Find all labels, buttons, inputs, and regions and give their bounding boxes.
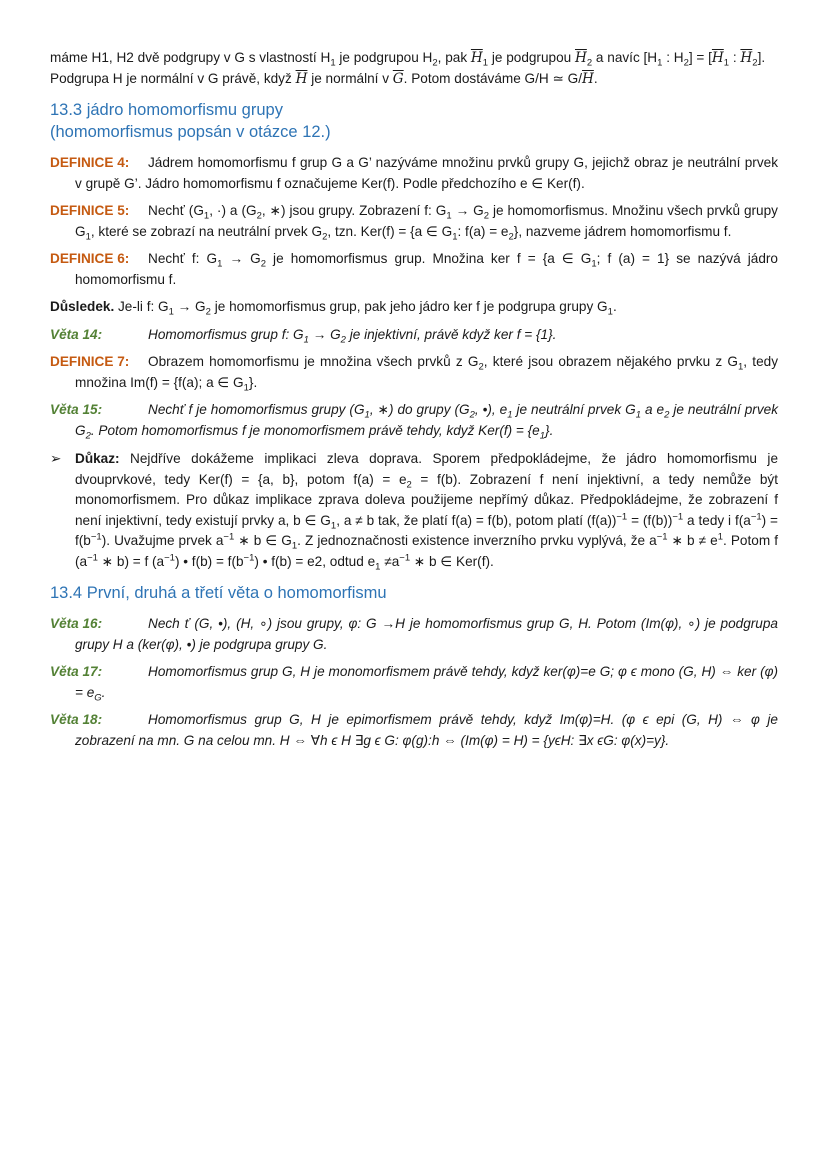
subscript: 2 [483, 210, 490, 222]
subscript: 1 [452, 231, 458, 243]
subscript: 1 [723, 57, 730, 69]
superscript: −1 [243, 551, 255, 563]
theorem-label: Věta 14: [50, 326, 103, 342]
superscript: −1 [672, 510, 684, 522]
theorem-18 [50, 710, 778, 751]
subscript: 1 [607, 306, 613, 318]
text: . [101, 684, 106, 700]
definition-5 [50, 201, 778, 242]
section-title: 13.4 První, druhá a třetí věta o homomorfismu [50, 584, 387, 602]
text: a tedy i f(a [683, 512, 751, 528]
text: ). Uvažujme prvek a [101, 533, 224, 548]
text: , ∗) jsou grupy. Zobrazení f: G [261, 203, 447, 218]
subscript: 2 [508, 231, 514, 243]
theorem-label: Věta 17: [50, 664, 103, 679]
subscript: 1 [330, 57, 336, 69]
definition-4 [50, 153, 778, 194]
text: , •), e [474, 402, 508, 417]
subscript: 2 [205, 306, 211, 318]
text: je homomorfismus grup. Množina ker f = {a ∈ G [265, 251, 592, 266]
section-title: 13.3 jádro homomorfismu grupy [50, 101, 283, 119]
section-13-4-heading [50, 582, 778, 604]
subscript: 1 [85, 231, 91, 243]
theorem-text: Homomorfismus grup G, H je epimorfismem právě tehdy, když Im(φ)=H. (φ ϵ epi (G, H) ⇔ φ je zobrazení na mn. G na celou mn. H ⇔ ∀h ϵ H ∃g ϵ G: φ(g):h ⇔ (Im(φ) = H) = {yϵH: ∃x ϵG: φ(x)=y}. [75, 712, 778, 748]
text: je neutrální prvek G [75, 402, 778, 438]
text: }, nazveme jádrem homomorfismu f. [513, 223, 732, 239]
h-bar-symbol: $\overline{H}$ [711, 50, 724, 66]
definition-label: DEFINICE 7: [50, 354, 130, 369]
definition-label: DEFINICE 6: [50, 251, 130, 266]
text: Podgrupa H je normální v G právě, když [50, 70, 296, 86]
theorem-label: Věta 18: [50, 712, 103, 727]
subscript: 2 [432, 57, 438, 69]
text: ∗ b ∈ G [234, 533, 292, 548]
text: : [729, 50, 741, 65]
text: ≠a [380, 553, 400, 569]
text: Nechť f je homomorfismus grupy (G [148, 402, 365, 417]
text: . Potom dostáváme G/H ≃ G/ [403, 70, 583, 86]
text: : f(a) = e [457, 223, 509, 239]
h-bar-symbol: $\overline{H}$ [582, 70, 594, 87]
section-subtitle: (homomorfismus popsán v otázce 12.) [50, 123, 331, 141]
text: je homomorfismus. Množinu všech prvků grupy G [75, 203, 778, 239]
text: Je-li f: G [114, 299, 169, 314]
subscript: 2 [322, 231, 328, 243]
theorem-15 [50, 400, 778, 441]
corollary [50, 297, 778, 318]
text: ∗ b) = f (a [97, 553, 165, 569]
text: a navíc [H [592, 50, 658, 65]
text: Nechť f: G [148, 251, 218, 266]
proof-block [50, 449, 778, 572]
superscript: 1 [717, 531, 724, 543]
subscript: 1 [657, 57, 663, 69]
text: je injektivní, právě když ker f = {1}. [345, 326, 557, 342]
text: je homomorfismus grup, pak jeho jádro ker f je podgrupa grupy G [210, 299, 608, 314]
text: . [612, 299, 617, 314]
subscript: 2 [478, 361, 484, 373]
text: Nechť (G [148, 203, 204, 218]
subscript: 1 [591, 258, 597, 270]
subscript: 2 [85, 430, 91, 442]
subscript: 2 [683, 57, 689, 69]
subscript: 1 [243, 382, 249, 394]
proof-label: Důkaz: [75, 451, 120, 466]
text: je neutrální prvek G [512, 402, 636, 417]
text: , ·) a (G [209, 203, 257, 218]
subscript: 1 [330, 520, 337, 532]
text: ∗ b ∈ Ker(f). [410, 553, 494, 569]
h-bar-symbol: $\overline{H}$ [295, 70, 308, 87]
subscript: 2 [256, 210, 262, 222]
superscript: −1 [87, 551, 98, 563]
subscript: 1 [539, 430, 546, 442]
superscript: −1 [616, 510, 628, 522]
text: ] = [ [688, 50, 712, 65]
g-bar-symbol: $\overline{G}$ [392, 70, 404, 87]
subscript: 2 [752, 57, 758, 69]
definition-7 [50, 352, 778, 393]
text: ) • f(b) = e2, odtud e [254, 553, 376, 569]
text: . Potom homomorfismus f je monomorfismem právě tehdy, když Ker(f) = {e [90, 422, 540, 438]
text: Homomorfismus grup G, H je monomorfismem právě tehdy, když ker(φ)=e G; φ ϵ mono (G, H) ⇔ ker (φ) = e [75, 664, 778, 700]
h-bar-symbol: $\overline{H}$ [470, 50, 483, 66]
text: máme H1, H2 dvě podgrupy v G s vlastností H [50, 50, 331, 65]
text: . [593, 70, 598, 86]
section-13-3-heading [50, 99, 778, 143]
definition-text: Jádrem homomorfismu f grup G a G’ nazýváme množinu prvků grupy G, jejichž obraz je neutrální prvek v grupě G’. Jádro homomorfismu f označujeme Ker(f). Podle předchozího e ∈ Ker(f). [75, 155, 778, 191]
theorem-17 [50, 662, 778, 703]
superscript: −1 [164, 551, 175, 563]
h-bar-symbol: $\overline{H}$ [574, 50, 587, 66]
theorem-16 [50, 614, 778, 655]
intro-paragraph [50, 48, 778, 89]
document-page [50, 48, 778, 751]
text: a e [641, 402, 665, 417]
text: . Z jednoznačnosti existence inverzního prvku vyplývá, že a [297, 533, 657, 548]
subscript: 1 [482, 57, 489, 69]
corollary-label: Důsledek. [50, 299, 115, 314]
h-bar-symbol: $\overline{H}$ [740, 50, 753, 66]
text: = (f(b)) [627, 512, 673, 528]
text: }. [248, 374, 258, 390]
subscript: 2 [469, 409, 475, 421]
text: , které se zobrazí na neutrální prvek G [90, 223, 323, 239]
subscript: 2 [260, 258, 266, 270]
text: Obrazem homomorfismu je množina všech prvků z G [148, 354, 479, 369]
text: , tzn. Ker(f) = {a ∈ G [327, 223, 453, 239]
text: , a ≠ b tak, že platí f(a) = f(b), potom platí (f(a)) [336, 512, 617, 528]
text: ∗ b ≠ e [667, 533, 718, 548]
arrow-bullet-icon: ➢ [50, 451, 62, 466]
definition-label: DEFINICE 5: [50, 203, 130, 218]
text: : H [662, 50, 684, 65]
text: je podgrupou [488, 50, 575, 65]
proof-text [75, 449, 778, 572]
text: = f(b). Zobrazení f není injektivní, a tedy nemůže být monomorfismem. Pro důkaz implikace zprava doleva použijeme nepřímý důkaz. Předpokládejme, že zobrazení f není injektivní, tedy existují prvky a, b ∈ G [75, 471, 779, 528]
subscript: 2 [586, 57, 593, 69]
text: ) • f(b) = f(b [174, 553, 244, 569]
text: → G [222, 251, 261, 266]
theorem-label: Věta 15: [50, 402, 103, 417]
subscript: 1 [203, 210, 210, 222]
superscript: −1 [399, 551, 411, 563]
text: je podgrupou H [335, 50, 433, 65]
subscript: G [94, 692, 102, 704]
text: , tedy množina Im(f) = {f(a); a ∈ G [75, 354, 778, 390]
superscript: −1 [656, 531, 668, 543]
text: ]. [757, 50, 766, 65]
text: . Potom f (a [75, 533, 778, 569]
text: → G [308, 326, 341, 342]
subscript: 2 [406, 479, 412, 491]
subscript: 2 [664, 409, 670, 421]
text: ) = f(b [75, 512, 778, 548]
subscript: 1 [217, 258, 223, 270]
subscript: 1 [738, 361, 744, 373]
definition-6 [50, 249, 778, 290]
text: je normální v [307, 70, 393, 86]
subscript: 2 [340, 334, 346, 346]
text: → G [451, 203, 484, 218]
text: }. [545, 422, 554, 438]
superscript: −1 [750, 510, 762, 522]
theorem-label: Věta 16: [50, 616, 103, 631]
text: , které jsou obrazem nějakého prvku z G [483, 354, 738, 369]
text: , pak [437, 50, 471, 65]
subscript: 1 [303, 334, 309, 346]
subscript: 1 [507, 409, 513, 421]
subscript: 1 [635, 409, 642, 421]
subscript: 1 [291, 540, 298, 552]
superscript: −1 [223, 531, 235, 543]
subscript: 1 [168, 306, 174, 318]
subscript: 1 [446, 210, 452, 222]
definition-label: DEFINICE 4: [50, 155, 130, 170]
subscript: 1 [375, 561, 381, 573]
theorem-text: Nech ť (G, •), (H, ∘) jsou grupy, φ: G →H je homomorfismus grup G, H. Potom (Im(φ), ∘) je podgrupa grupy H a (ker(φ), •) je podgrupa grupy G. [75, 616, 778, 652]
subscript: 1 [364, 409, 370, 421]
superscript: −1 [90, 531, 102, 543]
theorem-14 [50, 325, 778, 346]
text: , ∗) do grupy (G [369, 402, 470, 417]
text: ; f (a) = 1} se nazývá jádro homomorfismu f. [75, 251, 778, 287]
text: → G [173, 299, 206, 314]
text: Nejdříve dokážeme implikaci zleva doprava. Sporem předpokládejme, že jádro homomorfismu je dvouprvkové, tedy Ker(f) = {a, b}, potom f(a) = e [75, 451, 778, 487]
text: Homomorfismus grup f: G [148, 326, 304, 342]
